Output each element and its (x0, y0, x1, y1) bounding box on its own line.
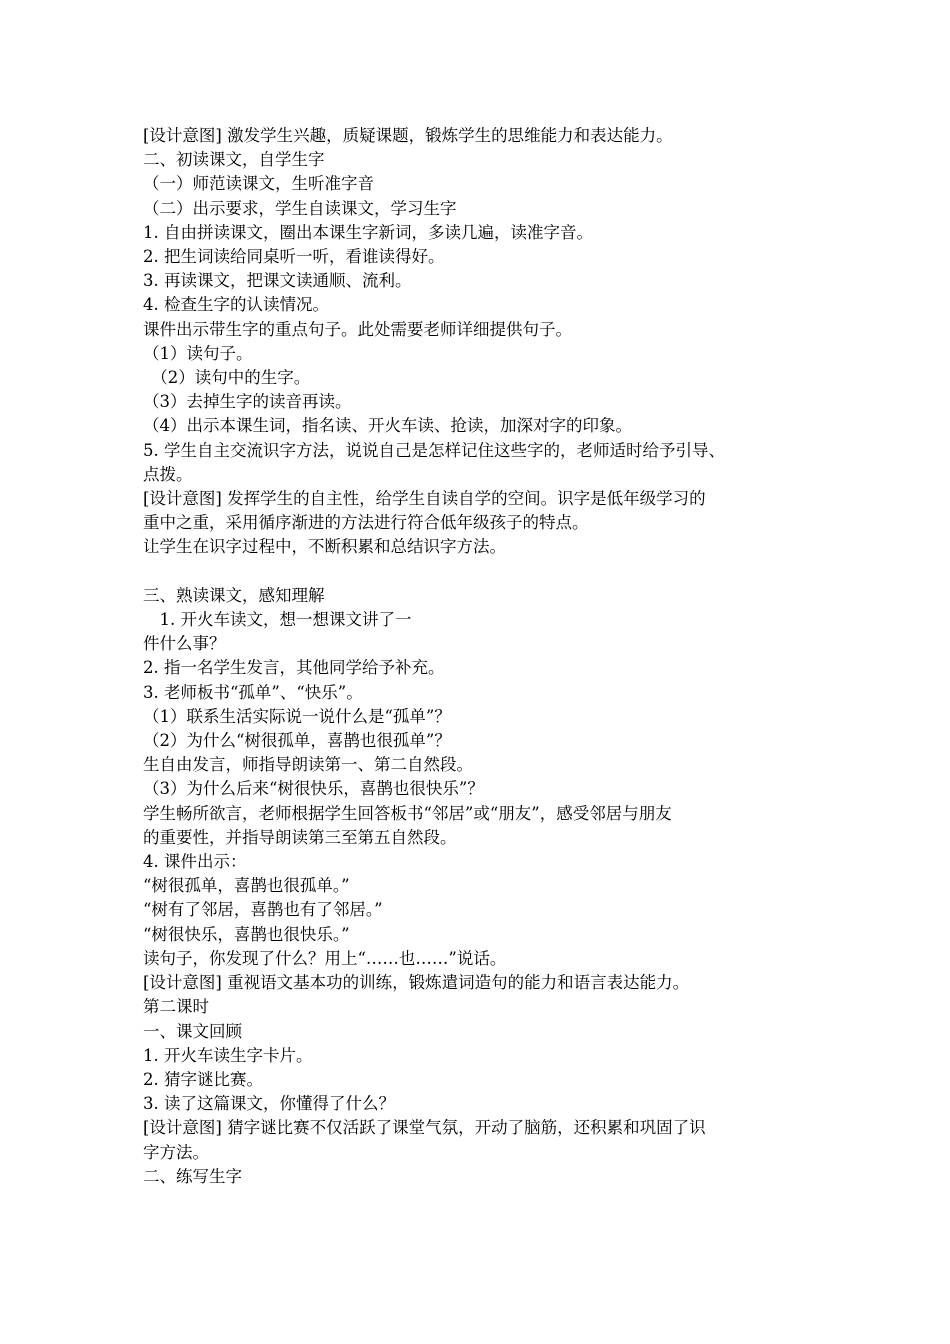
text-line: 学生畅所欲言，老师根据学生回答板书“邻居”或“朋友”，感受邻居与朋友 (143, 803, 672, 823)
text-line: 生自由发言，师指导朗读第一、第二自然段。 (143, 755, 473, 775)
list-item: 2. 把生词读给同桌听一听，看谁读得好。 (143, 247, 445, 267)
section-heading: 三、熟读课文，感知理解 (143, 585, 325, 605)
design-intent-note: [设计意图] 发挥学生的自主性，给学生自读自学的空间。识字是低年级学习的 (143, 489, 706, 509)
list-item: 4. 检查生字的认读情况。 (143, 295, 329, 315)
list-item: 4. 课件出示： (143, 852, 247, 872)
list-item: 2. 指一名学生发言，其他同学给予补充。 (143, 658, 445, 678)
text-line: 的重要性，并指导朗读第三至第五自然段。 (143, 827, 457, 847)
text-line: 字方法。 (143, 1142, 209, 1162)
design-intent-note: [设计意图] 猜字谜比赛不仅活跃了课堂气氛，开动了脑筋，还积累和巩固了识 (143, 1118, 706, 1138)
text-line: 点拨。 (143, 464, 193, 484)
list-item: 3. 老师板书“孤单”、“快乐”。 (143, 682, 363, 702)
section-heading: 第二课时 (143, 997, 209, 1017)
document-body (143, 124, 823, 1189)
quote-line: “树很孤单，喜鹊也很孤单。” (143, 876, 350, 896)
text-line: 件什么事？ (143, 634, 226, 654)
list-item: 1. 开火车读生字卡片。 (143, 1045, 313, 1065)
list-item: （2）读句中的生字。 (143, 368, 311, 388)
list-item: （3）为什么后来“树很快乐，喜鹊也很快乐”？ (143, 779, 484, 799)
list-item: 2. 猜字谜比赛。 (143, 1069, 263, 1089)
list-item: 1. 开火车读文，想一想课文讲了一 (143, 610, 412, 630)
list-item: （2）为什么“树很孤单，喜鹊也很孤单”？ (143, 731, 451, 751)
text-line: （一）师范读课文，生听准字音 (143, 174, 374, 194)
quote-line: “树有了邻居，喜鹊也有了邻居。” (143, 900, 383, 920)
quote-line: “树很快乐，喜鹊也很快乐。” (143, 924, 350, 944)
section-heading: 一、课文回顾 (143, 1021, 242, 1041)
text-line: 让学生在识字过程中，不断积累和总结识字方法。 (143, 537, 506, 557)
list-item: 1. 自由拼读课文，圈出本课生字新词，多读几遍，读准字音。 (143, 222, 593, 242)
design-intent-note: [设计意图] 重视语文基本功的训练，锻炼遣词造句的能力和语言表达能力。 (143, 973, 690, 993)
text-line: （二）出示要求，学生自读课文，学习生字 (143, 198, 457, 218)
section-heading: 二、练写生字 (143, 1166, 242, 1186)
list-item: 3. 再读课文，把课文读通顺、流利。 (143, 271, 412, 291)
list-item: 3. 读了这篇课文，你懂得了什么？ (143, 1094, 395, 1114)
text-line: 课件出示带生字的重点句子。此处需要老师详细提供句子。 (143, 319, 572, 339)
text-line: 读句子，你发现了什么？用上“……也……”说话。 (143, 948, 507, 968)
list-item: （1）读句子。 (143, 343, 253, 363)
list-item: （3）去掉生字的读音再读。 (143, 392, 352, 412)
text-line: [设计意图] 激发学生兴趣，质疑课题，锻炼学生的思维能力和表达能力。 (143, 126, 673, 145)
text-line: 重中之重，采用循序渐进的方法进行符合低年级孩子的特点。 (143, 513, 589, 533)
list-item: （4）出示本课生词，指名读、开火车读、抢读，加深对字的印象。 (143, 416, 632, 436)
blank-line (143, 560, 823, 584)
list-item: 5. 学生自主交流识字方法，说说自己是怎样记住这些字的，老师适时给予引导、 (143, 440, 725, 460)
section-heading: 二、初读课文，自学生字 (143, 150, 325, 170)
list-item: （1）联系生活实际说一说什么是“孤单”？ (143, 706, 451, 726)
